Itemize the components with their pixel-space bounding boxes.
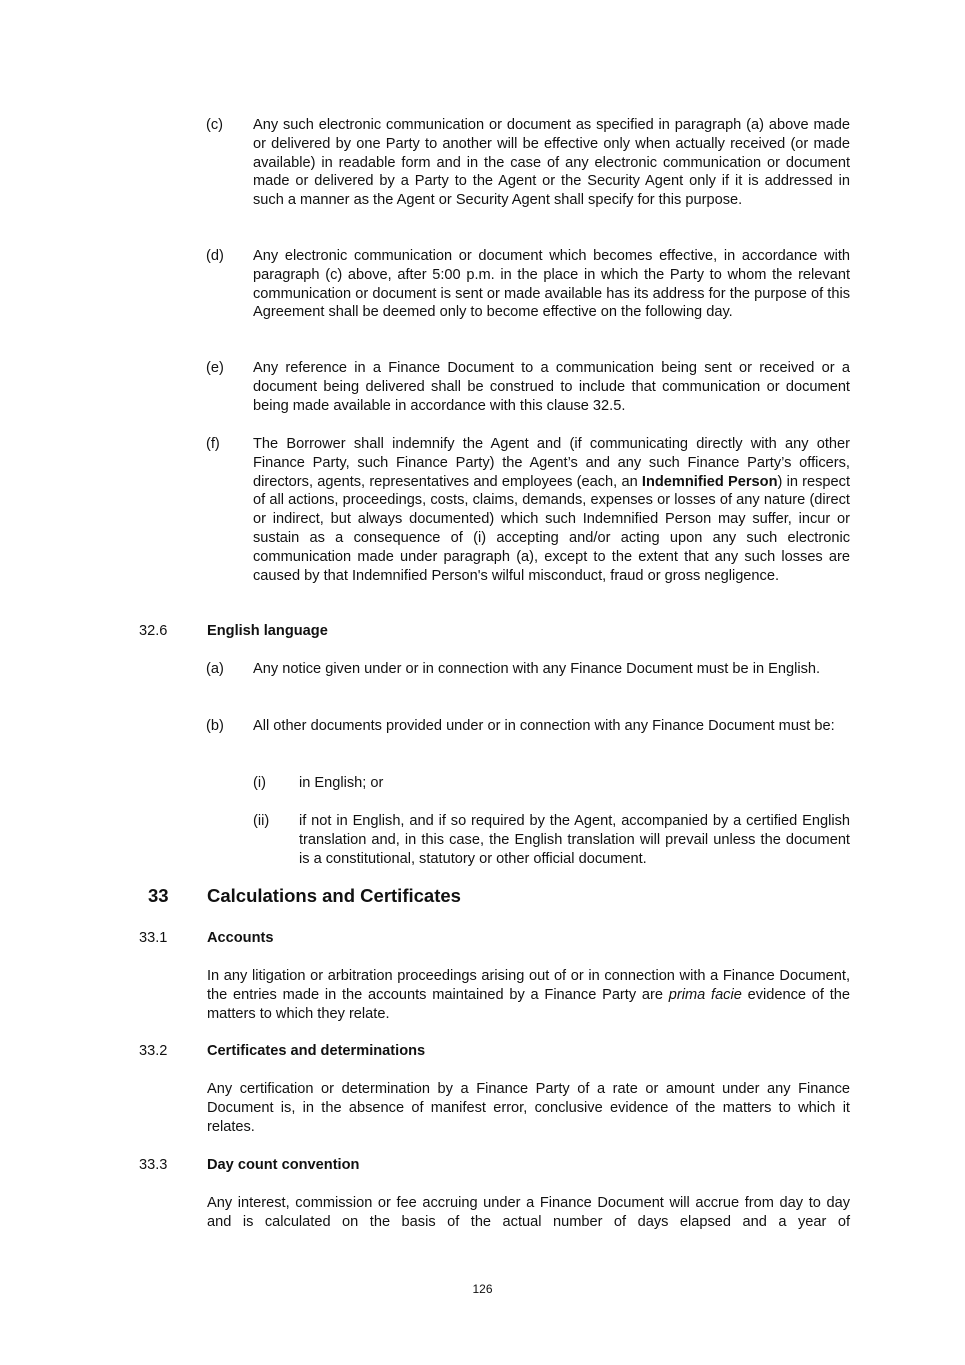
clause-33-2-text: Any certification or determination by a Finance Party of a rate or amount under any Finance Document is, in the absence of manifest error, conclusive evidence of the matters to which it relates. (207, 1081, 850, 1135)
clause-number-32-6: 32.6 (139, 623, 168, 639)
para-d-text: Any electronic communication or document which becomes effective, in accordance with paragraph (c) above, after 5:00 p.m. in the place in which the Party to whom the relevant communication or document is sent or made available has its address for the purpose of this Agreement shall be deemed only to become effective on the following day. (253, 248, 850, 321)
prima-facie-term: prima facie (668, 986, 742, 1003)
clause-number-33-2: 33.2 (139, 1043, 168, 1059)
clause-heading-33-2: Certificates and determinations (207, 1043, 426, 1059)
para-label-d: (d) (206, 248, 224, 264)
clause-33-1-text (207, 967, 850, 1023)
page-number: 126 (472, 1282, 493, 1296)
subpara-label-i: (i) (253, 775, 266, 791)
indemnified-person-term: Indemnified Person (641, 473, 778, 490)
para-32-6-a-text: Any notice given under or in connection with any Finance Document must be in English. (253, 661, 821, 677)
subpara-i-text: in English; or (299, 775, 384, 791)
para-label-f: (f) (206, 436, 220, 452)
clause-heading-33-1: Accounts (207, 930, 274, 946)
para-label-c: (c) (206, 117, 224, 133)
para-label-32-6-b: (b) (206, 718, 224, 734)
clause-heading-33: Calculations and Certificates (207, 885, 461, 906)
para-c-text: Any such electronic communication or document as specified in paragraph (a) above made or delivered by one Party to another will be effective only when actually received (or made available) in readable form and in the case of any electronic communication or document made or delivered by a Party to the Agent or the Security Agent only if it is addressed in such a manner as the Agent or Security Agent shall specify for this purpose. (253, 117, 850, 209)
clause-33-1-text-after: evidence of the matters to which they relate. (207, 986, 850, 1022)
para-f-text-before: The Borrower shall indemnify the Agent and (if communicating directly with any other Finance Party, such Finance Party) the Agent’s and any such Finance Party’s officers, directors, agents, representatives and employees (each, an (253, 436, 850, 490)
clause-number-33-3: 33.3 (139, 1157, 168, 1173)
clause-heading-32-6: English language (207, 623, 328, 639)
clause-number-33: 33 (148, 885, 169, 906)
subpara-label-ii: (ii) (253, 813, 270, 829)
clause-33-3-text: Any interest, commission or fee accruing under a Finance Document will accrue from day to day and is calculated on the basis of the actual number of days elapsed and a year of (207, 1195, 850, 1230)
para-32-6-b-text: All other documents provided under or in connection with any Finance Document must be: (253, 718, 835, 734)
subpara-ii-text: if not in English, and if so required by the Agent, accompanied by a certified English translation and, in this case, the English translation will prevail unless the document is a constitutional, statutory or other official document. (299, 813, 850, 867)
para-label-e: (e) (206, 360, 224, 376)
para-f-text (253, 435, 850, 585)
clause-heading-33-3: Day count convention (207, 1157, 360, 1173)
para-label-32-6-a: (a) (206, 661, 224, 677)
clause-33-1-text-before: In any litigation or arbitration proceedings arising out of or in connection with a Finance Document, the entries made in the accounts maintained by a Finance Party are (207, 968, 850, 1003)
para-e-text: Any reference in a Finance Document to a communication being sent or received or a document being delivered shall be construed to include that communication or document being made available in accordance with this clause 32.5. (253, 360, 850, 414)
para-f-text-after: ) in respect of all actions, proceedings, costs, claims, demands, expenses or losses of any nature (direct or indirect, but always documented) which such Indemnified Person may suffer, incur or sustain as a consequence of (i) accepting and/or acting upon any such electronic communication made under paragraph (a), except to the extent that any such losses are caused by that Indemnified Person's wilful misconduct, fraud or gross negligence. (253, 473, 851, 584)
clause-number-33-1: 33.1 (139, 930, 168, 946)
